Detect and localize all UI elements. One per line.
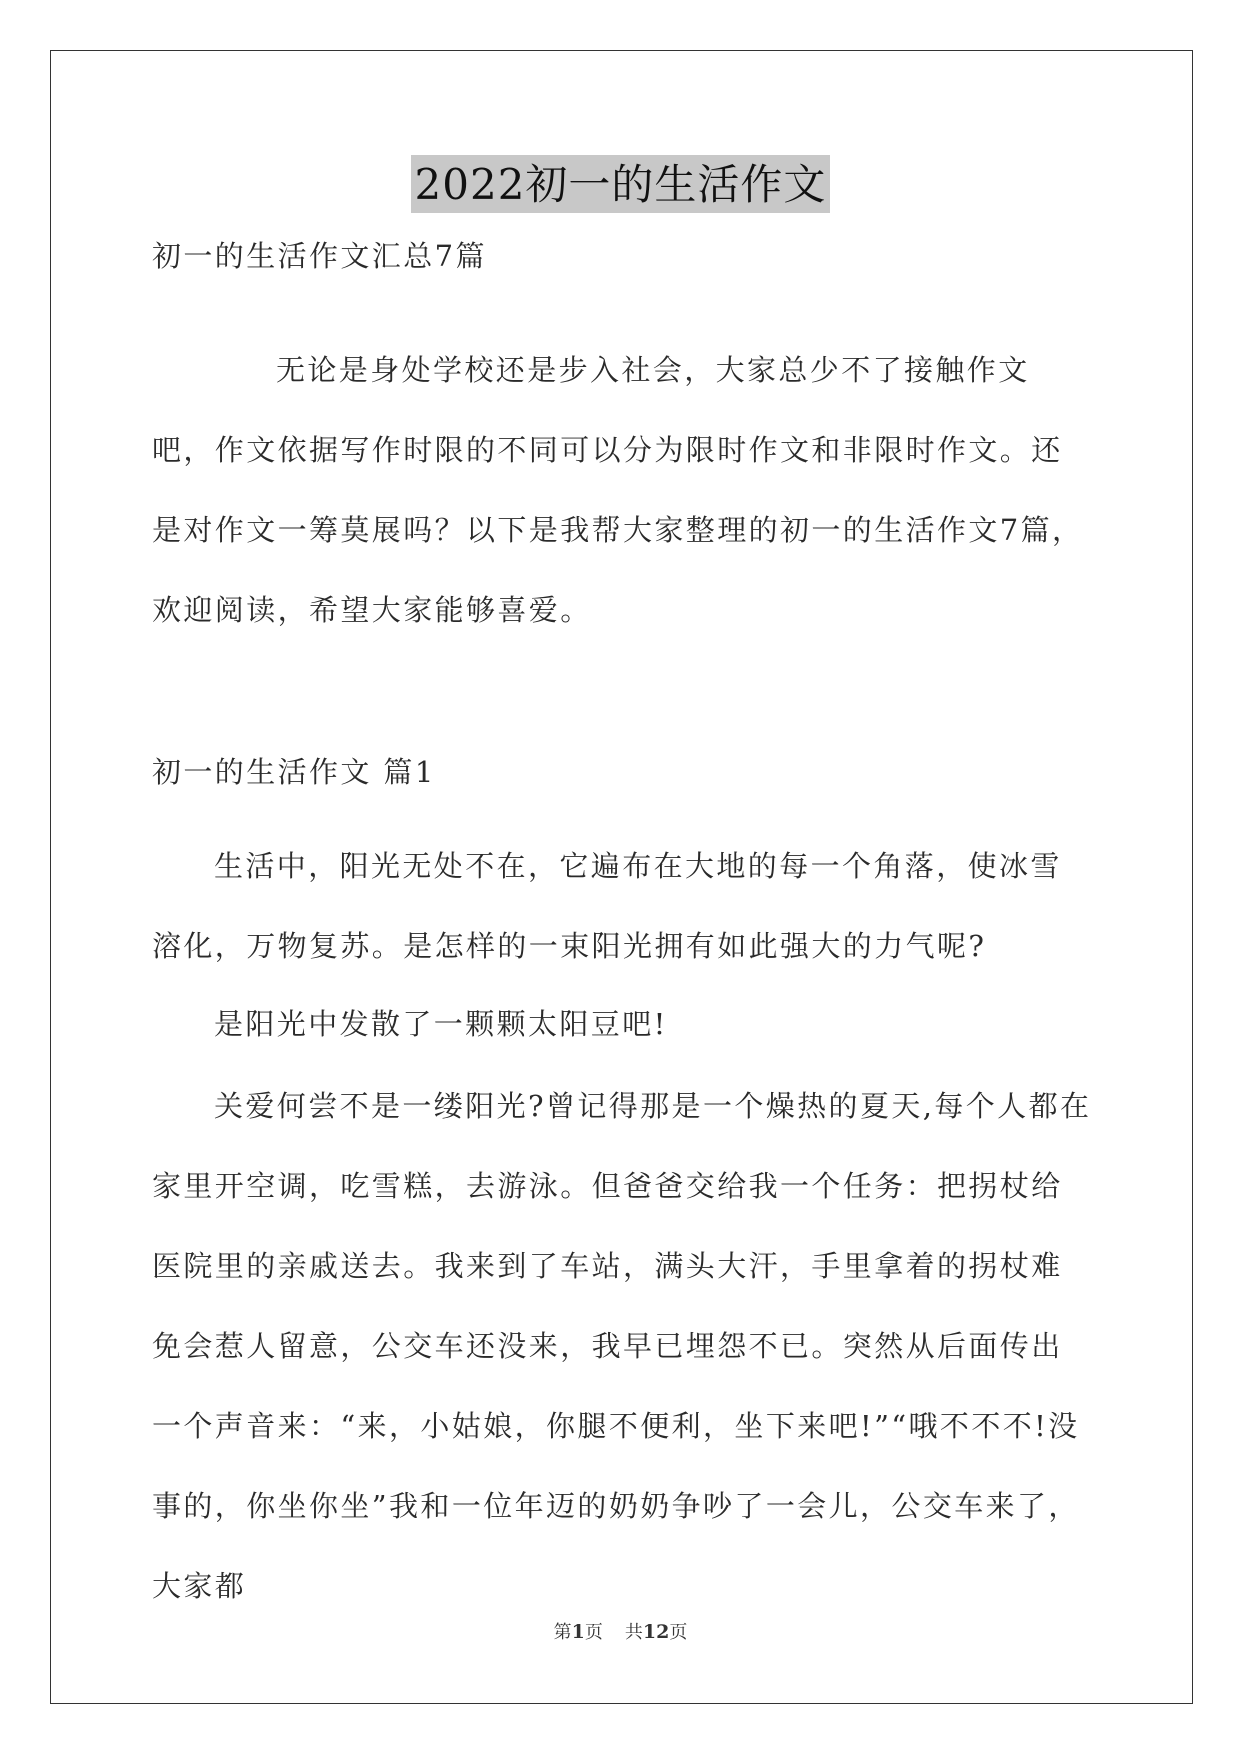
body-paragraph-1: 生活中，阳光无处不在，它遍布在大地的每一个角落，使冰雪溶化，万物复苏。是怎样的一束阳光拥有如此强大的力气呢? <box>152 849 1062 963</box>
page-footer <box>0 1618 1241 1644</box>
total-suffix: 页 <box>669 1622 688 1643</box>
page-total: 12 <box>642 1621 670 1643</box>
intro-heading: 初一的生活作文汇总7篇 <box>152 239 487 273</box>
total-prefix: 共 <box>624 1622 643 1643</box>
page-prefix: 第 <box>553 1622 572 1643</box>
body-paragraph-2: 是阳光中发散了一颗颗太阳豆吧! <box>214 1007 668 1041</box>
title-container <box>0 155 1241 213</box>
intro-paragraph: 无论是身处学校还是步入社会，大家总少不了接触作文吧，作文依据写作时限的不同可以分为限时作文和非限时作文。还是对作文一筹莫展吗？以下是我帮大家整理的初一的生活作文7篇，欢迎阅读，希望大家能够喜爱。 <box>152 353 1084 627</box>
document-title: 2022初一的生活作文 <box>411 155 831 213</box>
body-paragraph-3: 关爱何尝不是一缕阳光?曾记得那是一个燥热的夏天,每个人都在家里开空调，吃雪糕，去游泳。但爸爸交给我一个任务：把拐杖给医院里的亲戚送去。我来到了车站，满头大汗，手里拿着的拐杖难免会惹人留意，公交车还没来，我早已埋怨不已。突然从后面传出一个声音来：“来，小姑娘，你腿不便利，坐下来吧!”“哦不不不!没事的，你坐你坐”我和一位年迈的奶奶争吵了一会儿，公交车来了，大家都 <box>152 1089 1092 1603</box>
page-current: 1 <box>571 1621 585 1643</box>
page-suffix: 页 <box>584 1622 603 1643</box>
section-heading: 初一的生活作文 篇1 <box>152 755 436 789</box>
